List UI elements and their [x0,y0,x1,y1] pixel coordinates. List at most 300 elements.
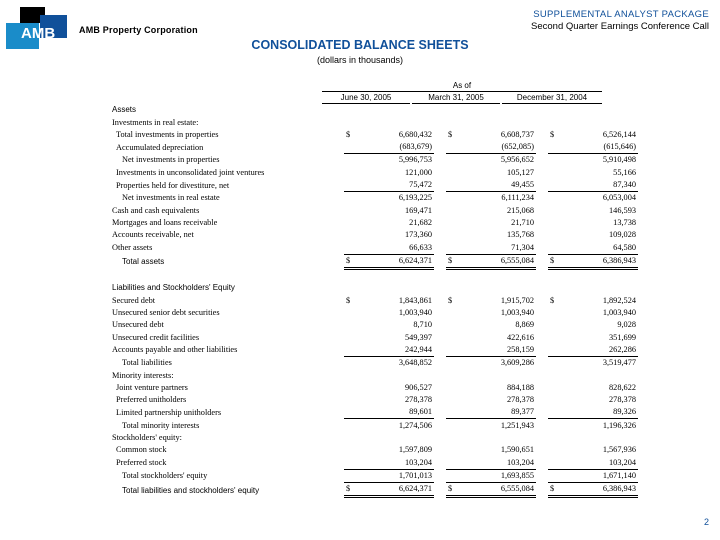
dollar-sign [344,104,356,116]
dollar-sign: $ [344,254,356,268]
row-value: (615,646) [560,141,638,154]
dollar-sign: $ [548,254,560,268]
dollar-sign: $ [446,254,458,268]
column-gap [434,217,446,229]
row-value: 3,648,852 [398,358,432,368]
row-label: Total stockholders' equity [122,471,208,481]
dollar-sign [548,356,560,369]
column-gap [332,204,344,216]
column-gap [332,116,344,128]
row-label: Accumulated depreciation [116,142,204,152]
column-gap [536,282,548,294]
row-value: 87,340 [560,179,638,192]
dollar-sign [344,282,356,294]
row-label: Joint venture partners [116,382,188,392]
dollar-sign [548,241,560,254]
row-label: Investments in unconsolidated joint ventures [116,167,265,177]
row-value: 71,304 [458,241,536,254]
dollar-sign [548,432,560,444]
row-value: 6,608,737 [500,129,534,139]
dollar-sign [548,406,560,419]
column-gap [536,104,548,116]
page-number: 2 [703,517,709,527]
row-value: 9,028 [617,320,636,330]
dollar-sign [548,204,560,216]
dollar-sign [446,456,458,469]
row-label: Liabilities and Stockholders' Equity [112,283,235,293]
row-value: 5,996,753 [398,155,432,165]
row-value: 6,111,234 [501,193,534,203]
row-value [560,104,638,116]
row-value: 1,915,702 [500,295,534,305]
column-gap [434,141,446,154]
row-label: Assets [112,105,137,115]
row-value [458,432,536,444]
row-value [458,116,536,128]
row-value: 6,526,144 [602,129,636,139]
dollar-sign [446,394,458,406]
row-value [356,432,434,444]
column-gap [536,369,548,381]
table-row [112,294,638,306]
row-value: 262,286 [560,344,638,357]
dollar-sign [548,444,560,456]
dollar-sign [344,217,356,229]
column-gap [536,229,548,241]
row-value: 1,003,940 [398,308,432,318]
dollar-sign [446,229,458,241]
row-value [458,369,536,381]
column-gap [332,192,344,205]
dollar-sign [548,319,560,331]
column-gap [536,419,548,432]
row-value: 121,000 [405,167,432,177]
dollar-sign [344,444,356,456]
dollar-sign [446,432,458,444]
column-gap [332,382,344,394]
column-gap [434,179,446,192]
dollar-sign [344,432,356,444]
column-gap [332,469,344,482]
column-gap [434,382,446,394]
column-gap [536,319,548,331]
row-value: 1,003,940 [602,308,636,318]
dollar-sign: $ [448,295,453,305]
column-gap [434,154,446,167]
table-row [112,394,638,406]
column-gap [536,444,548,456]
column-gap [434,294,446,306]
row-value: 828,622 [609,382,636,392]
column-gap [434,331,446,343]
row-value: 1,597,809 [398,445,432,455]
dollar-sign [548,104,560,116]
dollar-sign: $ [344,482,356,496]
row-value: 6,624,371 [356,482,434,496]
column-gap [332,229,344,241]
dollar-sign [446,104,458,116]
dollar-sign [548,116,560,128]
column-gap [536,331,548,343]
dollar-sign [344,319,356,331]
column-gap [536,254,548,268]
dollar-sign [548,141,560,154]
row-value: 884,188 [507,382,534,392]
dollar-sign [548,282,560,294]
dollar-sign [446,204,458,216]
column-gap [332,104,344,116]
dollar-sign [344,241,356,254]
dollar-sign [344,344,356,357]
column-gap [332,282,344,294]
column-gap [536,344,548,357]
row-value: 6,680,432 [398,129,432,139]
dollar-sign [548,154,560,167]
column-gap [332,254,344,268]
dollar-sign [446,241,458,254]
column-gap [536,179,548,192]
dollar-sign [344,307,356,319]
dollar-sign [446,141,458,154]
dollar-sign [548,456,560,469]
column-gap [434,444,446,456]
row-value: 906,527 [405,382,432,392]
row-value: 1,693,855 [458,469,536,482]
column-gap [434,456,446,469]
column-gap [332,241,344,254]
dollar-sign [446,166,458,178]
table-row [112,282,638,294]
column-gap [332,394,344,406]
row-label: Total minority interests [122,420,200,430]
column-gap [332,456,344,469]
row-label: Preferred stock [116,458,167,468]
dollar-sign [344,166,356,178]
dollar-sign [548,268,560,282]
column-gap [434,356,446,369]
column-gap [332,419,344,432]
dollar-sign [344,419,356,432]
table-row [112,104,638,116]
row-label: Net investments in real estate [122,193,220,203]
dollar-sign [548,344,560,357]
row-value: 6,193,225 [398,193,432,203]
column-gap [434,369,446,381]
package-header [531,9,709,33]
dollar-sign [548,419,560,432]
row-label: Total assets [122,257,165,267]
row-label: Total liabilities [122,358,172,368]
row-value: 21,710 [511,217,534,227]
row-label: Net investments in properties [122,155,220,165]
column-gap [332,406,344,419]
row-value: 105,127 [507,167,534,177]
column-gap [332,154,344,167]
dollar-sign [446,192,458,205]
dollar-sign [548,382,560,394]
company-name: AMB Property Corporation [79,25,198,35]
column-gap [434,469,446,482]
column-gap [434,282,446,294]
dollar-sign [548,469,560,482]
dollar-sign [344,154,356,167]
row-value: 6,053,004 [602,193,636,203]
table-row [112,192,638,205]
column-gap [332,141,344,154]
row-value [356,268,434,282]
table-row [112,444,638,456]
dollar-sign [446,369,458,381]
column-gap [536,294,548,306]
row-value: 3,609,286 [500,358,534,368]
column-gap [434,229,446,241]
column-gap [332,179,344,192]
table-row [112,116,638,128]
row-value: 1,251,943 [500,420,534,430]
table-row [112,254,638,268]
row-value: 278,378 [609,395,636,405]
column-gap [536,154,548,167]
table-row [112,307,638,319]
column-gap [332,268,344,282]
dollar-sign: $ [548,482,560,496]
column-gap [332,319,344,331]
dollar-sign [344,469,356,482]
column-gap [332,444,344,456]
table-row [112,482,638,496]
row-value: 5,910,498 [602,155,636,165]
dollar-sign [446,331,458,343]
row-value [356,104,434,116]
row-label: Cash and cash equivalents [112,205,200,215]
column-gap [434,307,446,319]
row-value: 278,378 [405,395,432,405]
column-gap [536,456,548,469]
row-value: 75,472 [356,179,434,192]
package-title: SUPPLEMENTAL ANALYST PACKAGE [533,9,709,20]
dollar-sign [344,394,356,406]
page-title: CONSOLIDATED BALANCE SHEETS [251,38,469,52]
column-gap [536,482,548,496]
column-header-dec-2004: December 31, 2004 [502,93,602,104]
column-gap [434,344,446,357]
package-subtitle: Second Quarter Earnings Conference Call [531,21,709,32]
row-value: 6,624,371 [356,254,434,268]
column-gap [434,319,446,331]
row-value: 1,892,524 [602,295,636,305]
row-value: 1,701,013 [356,469,434,482]
logo-text: AMB [21,25,56,42]
row-value: 278,378 [507,395,534,405]
row-label: Unsecured credit facilities [112,332,200,342]
dollar-sign [446,307,458,319]
row-value: 549,397 [405,332,432,342]
dollar-sign [344,141,356,154]
dollar-sign [344,116,356,128]
column-gap [536,432,548,444]
row-value: 103,204 [356,456,434,469]
row-label: Common stock [116,445,167,455]
row-label: Other assets [112,243,153,253]
row-label: Mortgages and loans receivable [112,217,218,227]
row-label: Accounts receivable, net [112,230,194,240]
row-value: 422,616 [507,332,534,342]
row-label: Unsecured senior debt securities [112,308,220,318]
dollar-sign [344,356,356,369]
row-value [560,282,638,294]
column-gap [434,268,446,282]
row-label: Investments in real estate: [112,117,199,127]
dollar-sign [446,356,458,369]
row-value: 1,671,140 [560,469,638,482]
dollar-sign: $ [446,482,458,496]
row-value: 173,360 [405,230,432,240]
column-gap [434,204,446,216]
row-value: 1,567,936 [602,445,636,455]
row-value: 135,768 [507,230,534,240]
table-row [112,331,638,343]
row-value: 258,159 [458,344,536,357]
column-gap [332,217,344,229]
row-value: 109,028 [609,230,636,240]
table-row [112,319,638,331]
column-gap [536,141,548,154]
row-value: 6,555,084 [458,254,536,268]
dollar-sign [446,344,458,357]
page-subtitle: (dollars in thousands) [316,55,404,65]
table-row [112,469,638,482]
row-value [458,282,536,294]
column-gap [434,116,446,128]
table-row [112,154,638,167]
table-row [112,141,638,154]
row-value: 1,274,506 [398,420,432,430]
column-gap [434,166,446,178]
column-gap [434,482,446,496]
column-gap [536,406,548,419]
row-value: 89,377 [458,406,536,419]
table-row [112,432,638,444]
row-label: Minority interests: [112,370,174,380]
row-value: 21,682 [409,217,432,227]
dollar-sign [344,331,356,343]
table-row [112,268,638,282]
dollar-sign [548,307,560,319]
dollar-sign: $ [550,129,555,139]
dollar-sign [344,229,356,241]
dollar-sign [446,179,458,192]
dollar-sign [446,116,458,128]
column-gap [332,166,344,178]
row-value: 3,519,477 [602,358,636,368]
column-gap [332,432,344,444]
row-value: 242,944 [356,344,434,357]
column-gap [434,394,446,406]
row-value: 8,710 [413,320,432,330]
row-value [458,268,536,282]
column-gap [434,192,446,205]
dollar-sign [446,444,458,456]
column-gap [536,241,548,254]
table-row [112,382,638,394]
dollar-sign: $ [550,295,555,305]
dollar-sign [548,192,560,205]
column-gap [434,241,446,254]
row-label: Accounts payable and other liabilities [112,345,238,355]
dollar-sign [548,217,560,229]
row-value: 55,166 [613,167,636,177]
row-label: Preferred unitholders [116,395,187,405]
column-gap [332,129,344,141]
dollar-sign [344,369,356,381]
column-gap [536,268,548,282]
dollar-sign [446,419,458,432]
column-gap [434,406,446,419]
row-value [560,432,638,444]
dollar-sign [344,382,356,394]
column-header-mar-2005: March 31, 2005 [412,93,500,104]
column-gap [434,254,446,268]
row-label: Limited partnership unitholders [116,407,222,417]
table-row [112,204,638,216]
dollar-sign [446,382,458,394]
row-value [356,116,434,128]
row-value: 6,386,943 [560,254,638,268]
dollar-sign: $ [346,295,351,305]
dollar-sign [548,166,560,178]
column-header-jun-2005: June 30, 2005 [322,93,410,104]
dollar-sign [344,406,356,419]
dollar-sign [548,394,560,406]
row-value: 64,580 [560,241,638,254]
dollar-sign: $ [448,129,453,139]
dollar-sign [344,268,356,282]
table-row [112,419,638,432]
column-gap [434,104,446,116]
column-gap [332,482,344,496]
row-label: Properties held for divestiture, net [116,180,230,190]
column-gap [536,382,548,394]
table-row [112,179,638,192]
row-value: 89,601 [356,406,434,419]
row-value [560,369,638,381]
column-gap [536,394,548,406]
column-gap [536,307,548,319]
table-row [112,166,638,178]
column-gap [536,192,548,205]
balance-sheet-table [112,104,638,498]
row-value: 351,699 [609,332,636,342]
as-of-header: As of [322,81,602,92]
column-gap [434,432,446,444]
row-value: (683,679) [356,141,434,154]
column-gap [434,129,446,141]
table-row [112,344,638,357]
row-label [112,268,332,282]
row-value: 169,471 [405,205,432,215]
column-gap [332,344,344,357]
row-value: 6,555,084 [458,482,536,496]
table-row [112,241,638,254]
row-label: Stockholders' equity: [112,433,182,443]
column-gap [332,307,344,319]
dollar-sign [446,319,458,331]
dollar-sign [446,268,458,282]
row-value: 13,738 [613,217,636,227]
dollar-sign [344,456,356,469]
row-value: 8,869 [515,320,534,330]
row-value [560,268,638,282]
